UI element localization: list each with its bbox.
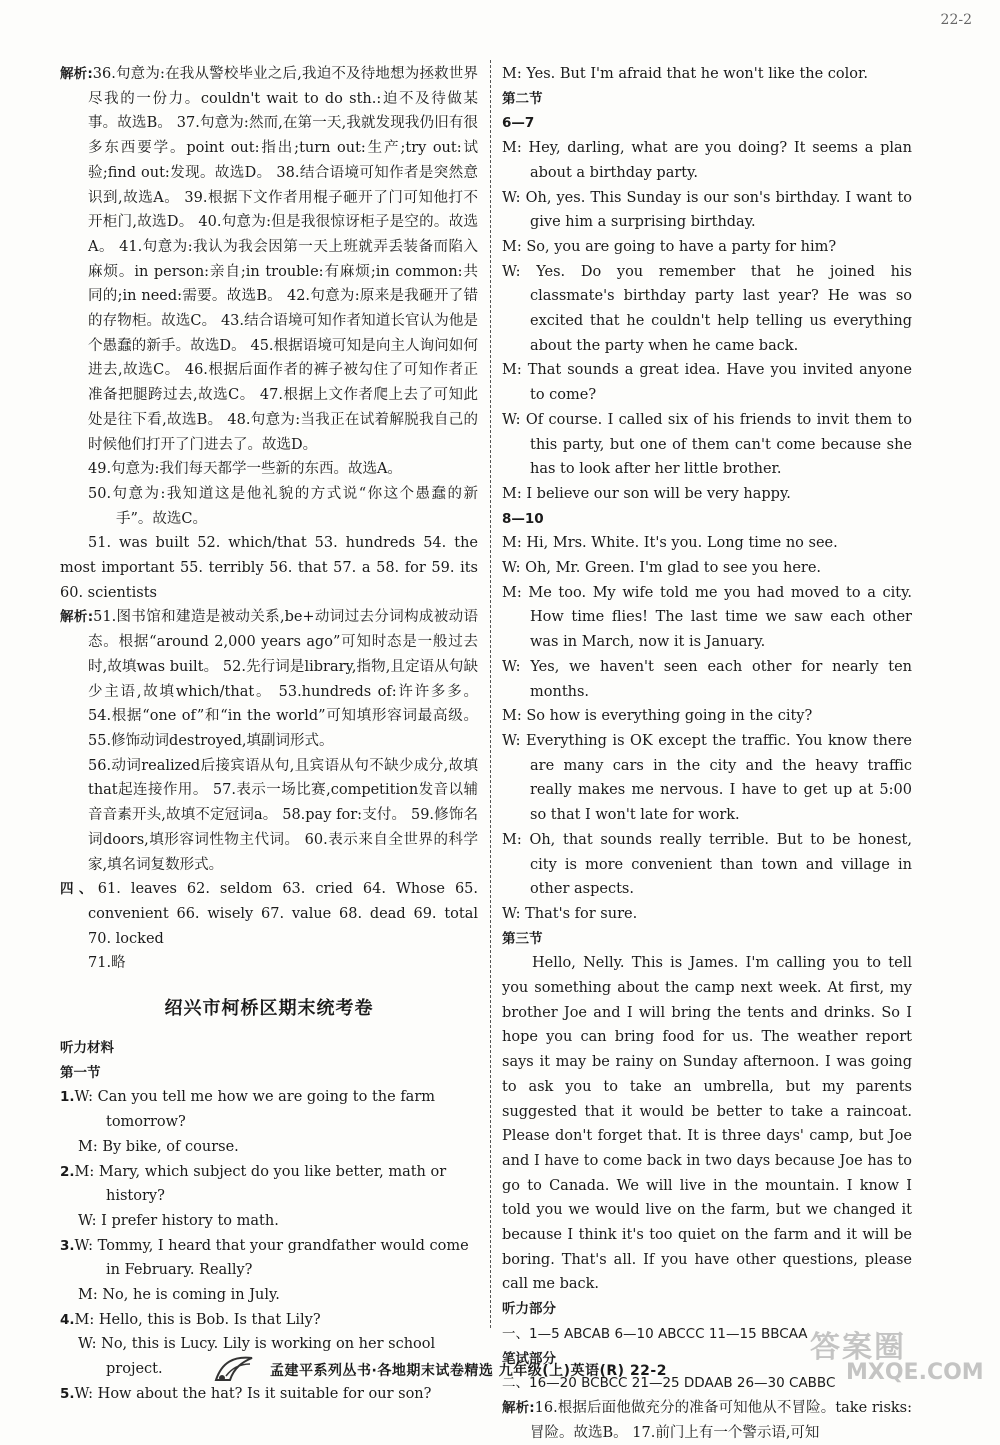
dialogue-line [60,1160,478,1209]
question-number: 3. [60,1237,75,1254]
dialogue-line [60,1085,478,1134]
dialogue-line: M: Hey, darling, what are you doing? It seems a plan about a birthday party. [502,140,912,181]
analysis-49: 49.句意为:我们每天都学一些新的东西。故选A。 [88,461,402,478]
dialogue-line: W: Oh, yes. This Sunday is our son's birthday. I want to give him a surprising birthday. [502,189,912,231]
dialogue-text: W: Can you tell me how we are going to the farm tomorrow? [74,1089,436,1131]
dialogue-line: M: That sounds a great idea. Have you invited anyone to come? [502,362,912,404]
dialogue-text: M: Hello, this is Bob. Is that Lily? [74,1311,321,1328]
analysis-label: 解析: [60,66,93,82]
passage: Hello, Nelly. This is James. I'm calling you to tell you something about the camp next week. At first, my brother Joe and I will bring the tents and drinks. So I hope you can bring food for us. The weather report says it may be rainy on Sunday afternoon. I was going to ask you to take an umbrella, but my parents suggested that it would be better to take a raincoat. Please don't forget that. It is three days' camp, but Joe and I have to come back in two days because Joe has to go to Canada. We will live in the mountain. I know I told you we would live on the farm, but we changed it because I think it's too quiet on the farm and it will be boring. That's all. If you have other questions, please call me back. [502,955,912,1293]
dialogue-line: W: Of course. I called six of his friends to invit them to this party, but one of them can't come because she has to look after her little brother. [502,411,912,478]
part-1-heading: 第一节 [60,1064,101,1081]
dialogue-line: W: No, this is Lucy. Lily is working on her school project. [78,1336,436,1378]
section-answers: 61. leaves 62. seldom 63. cried 64. Whose 65. convenient 66. wisely 67. value 68. dead 69. total 70. locked [88,881,479,947]
written-part-heading: 笔试部分 [502,1350,556,1367]
footer-text: 孟建平系列丛书·各地期末试卷精选 九年级(上)英语(R) 22-2 [270,1363,667,1379]
dialogue-line: M: Hi, Mrs. White. It's you. Long time no see. [502,535,838,552]
answer-71: 71.略 [88,955,126,972]
range-6-7: 6—7 [502,115,535,132]
publisher-logo-icon [212,1352,260,1386]
dialogue-text: M: Mary, which subject do you like better, math or history? [74,1163,447,1205]
dialogue-line: W: Oh, Mr. Green. I'm glad to see you here. [502,560,822,577]
analysis-51-55 [60,605,478,753]
dialogue-line [60,1308,478,1333]
analysis-50: 50.句意为:我知道这是他礼貌的方式说“你这个愚蠢的新手”。故选C。 [88,485,478,527]
section-4-answers [60,877,478,951]
dialogue-line: M: I believe our son will be very happy. [502,485,791,502]
listening-answers: 一、1—5 ABCAB 6—10 ABCCC 11—15 BBCAA [502,1325,808,1342]
dialogue-line: M: So how is everything going in the city? [502,708,813,725]
right-column [502,62,912,1445]
column-divider [490,60,491,1328]
dialogue-line: M: Yes. But I'm afraid that he won't like the color. [502,66,868,82]
analysis-label: 解析: [60,609,94,626]
question-number: 1. [60,1089,75,1106]
dialogue-line: M: So, you are going to have a party for him? [502,238,837,255]
exam-title: 绍兴市柯桥区期末统考卷 [164,998,374,1020]
watermark-url: MXQE.COM [846,1360,984,1385]
part-3-heading: 第三节 [502,930,543,947]
analysis-36-48 [60,62,478,457]
dialogue-line: W: Yes, we haven't seen each other for nearly ten months. [502,658,912,700]
question-number: 4. [60,1311,75,1328]
written-answers: 二、16—20 BCBCC 21—25 DDAAB 26—30 CABBC [502,1375,836,1392]
analysis-label: 解析: [502,1399,535,1416]
answers-51-60: 51. was built 52. which/that 53. hundreds 54. the most important 55. terribly 56. that 57. a 58. for 59. its 60. scientists [60,535,478,601]
dialogue-line: W: That's for sure. [502,905,638,922]
dialogue-line: W: Yes. Do you remember that he joined his classmate's birthday party last year? He was so excited that he couldn't help telling us everything about the party when he came back. [502,263,912,354]
part-2-heading: 第二节 [502,90,543,107]
dialogue-line: M: No, he is coming in July. [78,1287,280,1304]
page-marker: 22-2 [940,12,972,28]
question-number: 5. [60,1385,75,1402]
dialogue-text: W: Tommy, I heard that your grandfather would come in February. Really? [74,1237,469,1279]
dialogue-8-10 [502,531,912,926]
section-label: 四、 [60,881,98,898]
left-column [60,62,478,1407]
dialogue-line: M: By bike, of course. [78,1138,239,1155]
listening-material-heading: 听力材料 [60,1040,114,1057]
watermark: 答案圈 [810,1330,906,1365]
dialogue-line: M: Me too. My wife told me you had moved to a city. How time flies! The last time we saw each other was in March, now it is January. [502,584,912,651]
dialogue-6-7 [502,136,912,507]
dialogue-text: W: How about the hat? Is it suitable for our son? [74,1385,432,1402]
dialogue-line [60,1234,478,1283]
dialogue-line: W: Everything is OK except the traffic. You know there are many cars in the city and the heavy traffic really makes me nervous. I have to get up at 5:00 so that I won't late for work. [502,732,912,824]
analysis-56-60: 56.动词realized后接宾语从句,且宾语从句不缺少成分,故填that起连接作用。 57.表示一场比赛,competition发音以辅音音素开头,故填不定冠词a。 58.pay for:支付。 59.修饰名词doors,填形容词性物主代词。 60.表示来自全世界的科学家,填名词复数形式。 [88,757,478,873]
dialogue-line: W: I prefer history to math. [78,1212,279,1229]
analysis-16-17 [502,1396,912,1445]
dialogue-line: M: Oh, that sounds really terrible. But to be honest, city is more convenient than town and village in other aspects. [502,831,912,898]
analysis-text: 36.句意为:在我从警校毕业之后,我迫不及待地想为拯救世界尽我的一份力。couldn't wait to do sth.:迫不及待做某事。故选B。 37.句意为:然而,在第一天,我就发现我仍旧有很多东西要学。point out:指出;turn out:生产;try out:试验;find out:发现。故选D。 38.结合语境可知作者是突然意识到,故选A。 39.根据下文作者用棍子砸开了门可知他打不开柜门,故选D。 40.句意为:但是我很惊讶柜子是空的。故选A。 41.句意为:我认为我会因第一天上班就弄丢装备而陷入麻烦。in person:亲自;in trouble:有麻烦;in common:共同的;in need:需要。故选B。 42.句意为:原来是我砸开了错的存物柜。故选C。 43.结合语境可知作者知道长官认为他是个愚蠢的新手。故选D。 45.根据语境可知是向主人询问如何进去,故选C。 46.根据后面作者的裤子被勾住了可知作者正准备把腿跨过去,故选C。 47.根据上文作者爬上去了可知此处是往下看,故选B。 48.句意为:当我正在试着解脱我自己的时候他们打开了门进去了。故选D。 [88,66,478,453]
question-number: 2. [60,1163,75,1180]
analysis-text: 16.根据后面他做充分的准备可知他从不冒险。take risks:冒险。故选B。 17.前门上有一个警示语,可知 [530,1399,912,1441]
range-8-10: 8—10 [502,510,544,527]
listening-part-heading: 听力部分 [502,1301,556,1318]
analysis-text: 51.图书馆和建造是被动关系,be+动词过去分词构成被动语态。根据“around 2,000 years ago”可知时态是一般过去时,故填was built。 52.先行词是library,指物,且定语从句缺少主语,故填which/that。 53.hundreds of:许许多多。 54.根据“one of”和“in the world”可知填形容词最高级。 55.修饰动词destroyed,填副词形式。 [88,609,478,749]
